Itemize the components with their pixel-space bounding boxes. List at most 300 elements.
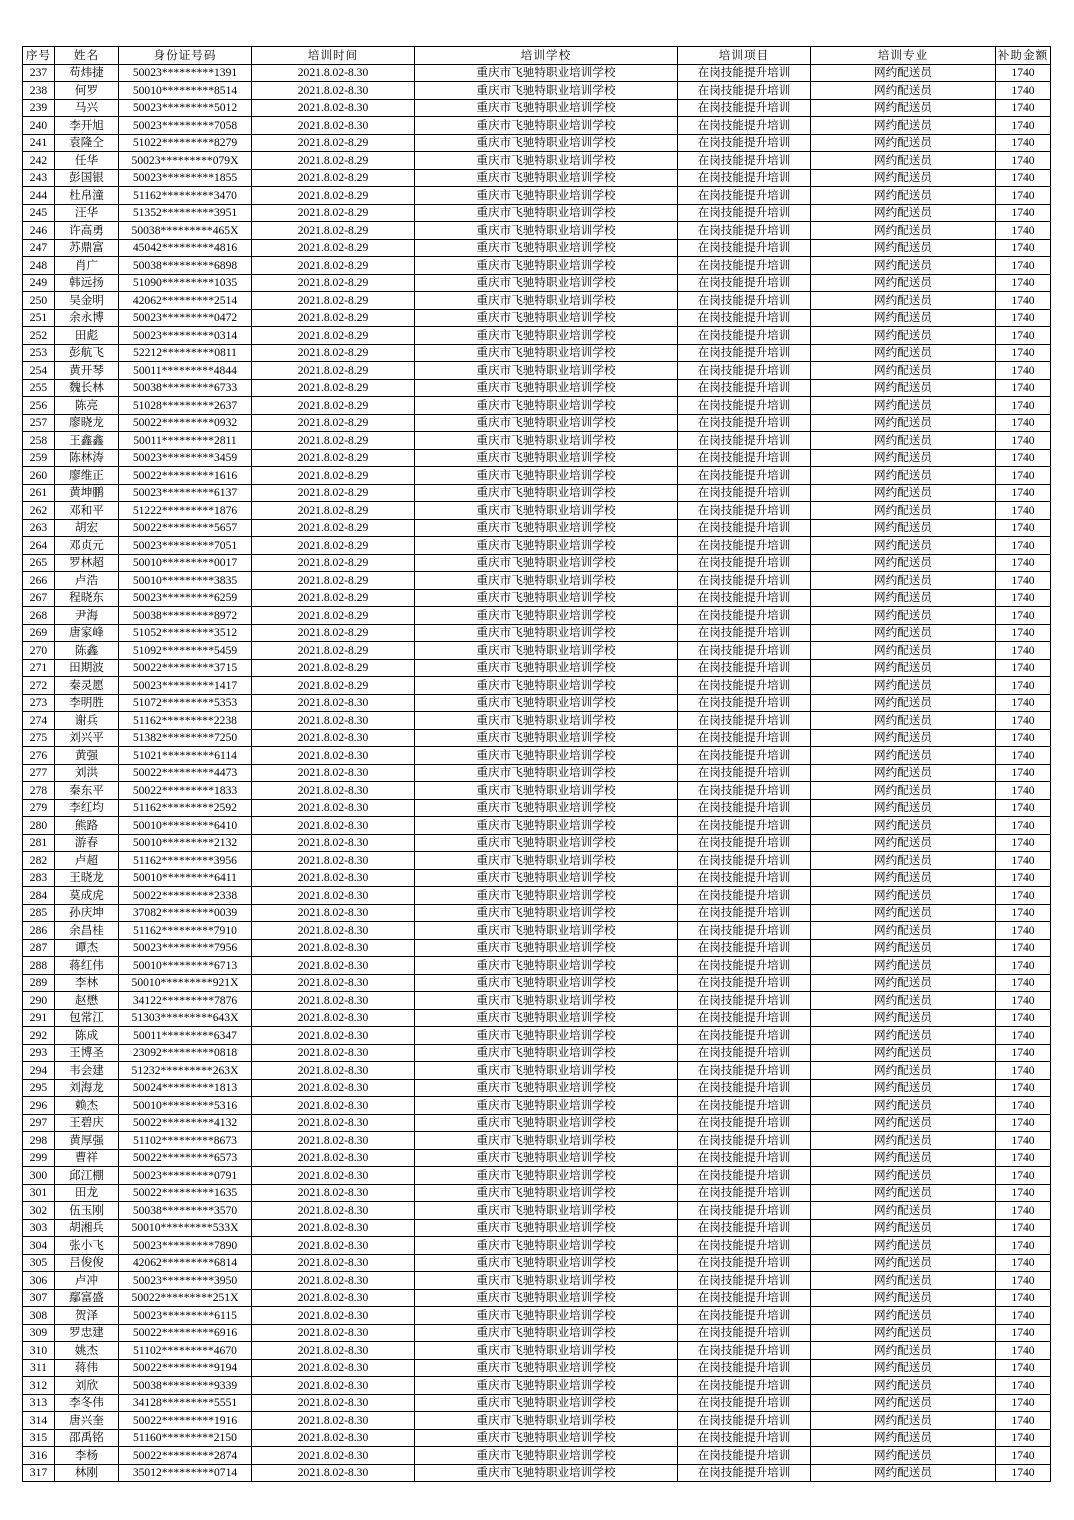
cell-subsidy-amount: 1740 (996, 204, 1051, 222)
cell-id-number: 50022*********2338 (119, 887, 252, 905)
cell-name: 肖广 (55, 257, 119, 275)
cell-training-time: 2021.8.02-8.29 (252, 309, 415, 327)
cell-training-time: 2021.8.02-8.30 (252, 1044, 415, 1062)
cell-index: 268 (23, 607, 55, 625)
cell-training-time: 2021.8.02-8.30 (252, 1184, 415, 1202)
cell-id-number: 42062*********2514 (119, 292, 252, 310)
cell-training-project: 在岗技能提升培训 (678, 344, 811, 362)
cell-training-time: 2021.8.02-8.30 (252, 64, 415, 82)
cell-id-number: 50010*********0017 (119, 554, 252, 572)
cell-training-school: 重庆市飞驰特职业培训学校 (415, 747, 678, 765)
cell-subsidy-amount: 1740 (996, 659, 1051, 677)
cell-training-time: 2021.8.02-8.29 (252, 607, 415, 625)
cell-index: 317 (23, 1464, 55, 1482)
cell-training-school: 重庆市飞驰特职业培训学校 (415, 1027, 678, 1045)
cell-training-project: 在岗技能提升培训 (678, 817, 811, 835)
cell-training-time: 2021.8.02-8.29 (252, 152, 415, 170)
cell-training-major: 网约配送员 (811, 169, 996, 187)
cell-training-time: 2021.8.02-8.29 (252, 379, 415, 397)
cell-id-number: 50023*********079X (119, 152, 252, 170)
cell-training-major: 网约配送员 (811, 799, 996, 817)
cell-training-time: 2021.8.02-8.30 (252, 1009, 415, 1027)
cell-name: 蒋红伟 (55, 957, 119, 975)
cell-name: 黄强 (55, 747, 119, 765)
cell-training-project: 在岗技能提升培训 (678, 1149, 811, 1167)
cell-id-number: 50038*********9339 (119, 1377, 252, 1395)
cell-training-school: 重庆市飞驰特职业培训学校 (415, 1359, 678, 1377)
cell-training-project: 在岗技能提升培训 (678, 1464, 811, 1482)
cell-training-time: 2021.8.02-8.30 (252, 974, 415, 992)
cell-name: 任华 (55, 152, 119, 170)
cell-subsidy-amount: 1740 (996, 799, 1051, 817)
cell-training-major: 网约配送员 (811, 99, 996, 117)
cell-training-school: 重庆市飞驰特职业培训学校 (415, 1202, 678, 1220)
cell-training-major: 网约配送员 (811, 642, 996, 660)
cell-training-project: 在岗技能提升培训 (678, 1342, 811, 1360)
cell-name: 袁隆仝 (55, 134, 119, 152)
cell-index: 281 (23, 834, 55, 852)
table-row (23, 624, 1051, 642)
cell-training-major: 网约配送员 (811, 957, 996, 975)
cell-training-school: 重庆市飞驰特职业培训学校 (415, 292, 678, 310)
cell-name: 熊路 (55, 817, 119, 835)
cell-name: 刘洪 (55, 764, 119, 782)
cell-index: 273 (23, 694, 55, 712)
table-body (23, 64, 1051, 1482)
cell-subsidy-amount: 1740 (996, 117, 1051, 135)
cell-id-number: 51072*********5353 (119, 694, 252, 712)
table-row (23, 659, 1051, 677)
cell-training-major: 网约配送员 (811, 64, 996, 82)
cell-index: 265 (23, 554, 55, 572)
cell-training-project: 在岗技能提升培训 (678, 1167, 811, 1185)
cell-subsidy-amount: 1740 (996, 957, 1051, 975)
cell-subsidy-amount: 1740 (996, 1167, 1051, 1185)
cell-index: 277 (23, 764, 55, 782)
table-row (23, 572, 1051, 590)
cell-id-number: 50023*********3950 (119, 1272, 252, 1290)
cell-name: 田彪 (55, 327, 119, 345)
cell-id-number: 51232*********263X (119, 1062, 252, 1080)
cell-name: 陈亮 (55, 397, 119, 415)
cell-index: 313 (23, 1394, 55, 1412)
cell-name: 邓和平 (55, 502, 119, 520)
cell-training-project: 在岗技能提升培训 (678, 1097, 811, 1115)
cell-training-school: 重庆市飞驰特职业培训学校 (415, 239, 678, 257)
cell-id-number: 50010*********3835 (119, 572, 252, 590)
cell-training-school: 重庆市飞驰特职业培训学校 (415, 554, 678, 572)
cell-subsidy-amount: 1740 (996, 502, 1051, 520)
cell-subsidy-amount: 1740 (996, 362, 1051, 380)
col-header-subsidy-amount: 补助金额 (996, 47, 1051, 65)
cell-training-project: 在岗技能提升培训 (678, 1324, 811, 1342)
cell-id-number: 50023*********0791 (119, 1167, 252, 1185)
cell-training-project: 在岗技能提升培训 (678, 712, 811, 730)
cell-name: 贺泽 (55, 1307, 119, 1325)
cell-name: 蒋伟 (55, 1359, 119, 1377)
table-row (23, 887, 1051, 905)
cell-index: 240 (23, 117, 55, 135)
col-header-id-number: 身份证号码 (119, 47, 252, 65)
cell-name: 陈成 (55, 1027, 119, 1045)
cell-index: 243 (23, 169, 55, 187)
cell-training-project: 在岗技能提升培训 (678, 414, 811, 432)
cell-training-school: 重庆市飞驰特职业培训学校 (415, 64, 678, 82)
cell-training-school: 重庆市飞驰特职业培训学校 (415, 1307, 678, 1325)
cell-index: 239 (23, 99, 55, 117)
cell-index: 238 (23, 82, 55, 100)
cell-name: 李红均 (55, 799, 119, 817)
cell-training-school: 重庆市飞驰特职业培训学校 (415, 1044, 678, 1062)
cell-training-school: 重庆市飞驰特职业培训学校 (415, 309, 678, 327)
cell-training-major: 网约配送员 (811, 1342, 996, 1360)
cell-id-number: 50022*********1916 (119, 1412, 252, 1430)
cell-training-time: 2021.8.02-8.29 (252, 502, 415, 520)
cell-id-number: 50010*********533X (119, 1219, 252, 1237)
table-row (23, 642, 1051, 660)
cell-training-major: 网约配送员 (811, 939, 996, 957)
cell-training-major: 网约配送员 (811, 974, 996, 992)
cell-name: 姚杰 (55, 1342, 119, 1360)
cell-training-time: 2021.8.02-8.30 (252, 1342, 415, 1360)
cell-id-number: 51382*********7250 (119, 729, 252, 747)
cell-subsidy-amount: 1740 (996, 274, 1051, 292)
cell-name: 李林 (55, 974, 119, 992)
cell-training-school: 重庆市飞驰特职业培训学校 (415, 169, 678, 187)
cell-subsidy-amount: 1740 (996, 1079, 1051, 1097)
cell-name: 刘海龙 (55, 1079, 119, 1097)
cell-id-number: 50011*********2811 (119, 432, 252, 450)
cell-training-major: 网约配送员 (811, 152, 996, 170)
cell-training-project: 在岗技能提升培训 (678, 939, 811, 957)
cell-training-project: 在岗技能提升培训 (678, 694, 811, 712)
cell-name: 魏长林 (55, 379, 119, 397)
cell-training-school: 重庆市飞驰特职业培训学校 (415, 799, 678, 817)
cell-index: 306 (23, 1272, 55, 1290)
cell-subsidy-amount: 1740 (996, 432, 1051, 450)
table-row (23, 1009, 1051, 1027)
cell-name: 李杨 (55, 1447, 119, 1465)
cell-index: 266 (23, 572, 55, 590)
cell-training-major: 网约配送员 (811, 1324, 996, 1342)
cell-training-major: 网约配送员 (811, 274, 996, 292)
cell-id-number: 51052*********3512 (119, 624, 252, 642)
cell-training-project: 在岗技能提升培训 (678, 1132, 811, 1150)
cell-training-major: 网约配送员 (811, 1219, 996, 1237)
subsidy-table (22, 46, 1051, 1482)
cell-training-school: 重庆市飞驰特职业培训学校 (415, 502, 678, 520)
cell-training-project: 在岗技能提升培训 (678, 957, 811, 975)
cell-training-major: 网约配送员 (811, 1167, 996, 1185)
cell-training-school: 重庆市飞驰特职业培训学校 (415, 519, 678, 537)
cell-training-project: 在岗技能提升培训 (678, 519, 811, 537)
cell-name: 游春 (55, 834, 119, 852)
table-row (23, 1307, 1051, 1325)
cell-subsidy-amount: 1740 (996, 974, 1051, 992)
table-row (23, 82, 1051, 100)
cell-training-time: 2021.8.02-8.30 (252, 1219, 415, 1237)
table-row (23, 344, 1051, 362)
cell-training-time: 2021.8.02-8.29 (252, 327, 415, 345)
table-row (23, 152, 1051, 170)
cell-training-school: 重庆市飞驰特职业培训学校 (415, 677, 678, 695)
table-row (23, 1447, 1051, 1465)
cell-training-project: 在岗技能提升培训 (678, 1027, 811, 1045)
cell-id-number: 50023*********7058 (119, 117, 252, 135)
cell-id-number: 51352*********3951 (119, 204, 252, 222)
cell-index: 289 (23, 974, 55, 992)
cell-index: 305 (23, 1254, 55, 1272)
cell-subsidy-amount: 1740 (996, 379, 1051, 397)
cell-training-project: 在岗技能提升培训 (678, 379, 811, 397)
cell-training-school: 重庆市飞驰特职业培训学校 (415, 1342, 678, 1360)
cell-name: 罗忠建 (55, 1324, 119, 1342)
cell-id-number: 50010*********6411 (119, 869, 252, 887)
cell-training-major: 网约配送员 (811, 694, 996, 712)
cell-training-school: 重庆市飞驰特职业培训学校 (415, 1009, 678, 1027)
cell-training-major: 网约配送员 (811, 1202, 996, 1220)
cell-id-number: 50010*********6713 (119, 957, 252, 975)
cell-training-major: 网约配送员 (811, 729, 996, 747)
cell-training-major: 网约配送员 (811, 187, 996, 205)
cell-index: 270 (23, 642, 55, 660)
cell-name: 包常江 (55, 1009, 119, 1027)
cell-id-number: 34122*********7876 (119, 992, 252, 1010)
cell-training-school: 重庆市飞驰特职业培训学校 (415, 1394, 678, 1412)
cell-training-school: 重庆市飞驰特职业培训学校 (415, 922, 678, 940)
cell-training-major: 网约配送员 (811, 1447, 996, 1465)
cell-id-number: 50038*********465X (119, 222, 252, 240)
cell-training-school: 重庆市飞驰特职业培训学校 (415, 82, 678, 100)
cell-training-project: 在岗技能提升培训 (678, 222, 811, 240)
cell-index: 272 (23, 677, 55, 695)
table-row (23, 484, 1051, 502)
cell-training-major: 网约配送员 (811, 1062, 996, 1080)
cell-training-school: 重庆市飞驰特职业培训学校 (415, 869, 678, 887)
cell-training-time: 2021.8.02-8.29 (252, 169, 415, 187)
cell-training-time: 2021.8.02-8.29 (252, 274, 415, 292)
cell-subsidy-amount: 1740 (996, 1377, 1051, 1395)
cell-id-number: 50023*********6115 (119, 1307, 252, 1325)
table-row (23, 554, 1051, 572)
cell-name: 李明胜 (55, 694, 119, 712)
cell-index: 254 (23, 362, 55, 380)
cell-id-number: 50023*********3459 (119, 449, 252, 467)
cell-subsidy-amount: 1740 (996, 1184, 1051, 1202)
cell-subsidy-amount: 1740 (996, 1149, 1051, 1167)
cell-training-time: 2021.8.02-8.30 (252, 817, 415, 835)
cell-index: 276 (23, 747, 55, 765)
cell-index: 249 (23, 274, 55, 292)
cell-name: 黄开琴 (55, 362, 119, 380)
cell-subsidy-amount: 1740 (996, 134, 1051, 152)
cell-training-school: 重庆市飞驰特职业培训学校 (415, 572, 678, 590)
cell-name: 田龙 (55, 1184, 119, 1202)
cell-id-number: 50010*********6410 (119, 817, 252, 835)
table-row (23, 1097, 1051, 1115)
table-row (23, 1219, 1051, 1237)
cell-training-time: 2021.8.02-8.30 (252, 1254, 415, 1272)
table-row (23, 1184, 1051, 1202)
cell-name: 李冬伟 (55, 1394, 119, 1412)
cell-training-major: 网约配送员 (811, 764, 996, 782)
cell-training-school: 重庆市飞驰特职业培训学校 (415, 1149, 678, 1167)
cell-training-project: 在岗技能提升培训 (678, 82, 811, 100)
cell-name: 谢兵 (55, 712, 119, 730)
cell-training-time: 2021.8.02-8.30 (252, 1027, 415, 1045)
cell-training-major: 网约配送员 (811, 1149, 996, 1167)
cell-index: 242 (23, 152, 55, 170)
cell-training-school: 重庆市飞驰特职业培训学校 (415, 1289, 678, 1307)
cell-index: 246 (23, 222, 55, 240)
cell-subsidy-amount: 1740 (996, 1272, 1051, 1290)
cell-training-school: 重庆市飞驰特职业培训学校 (415, 397, 678, 415)
cell-subsidy-amount: 1740 (996, 589, 1051, 607)
cell-training-time: 2021.8.02-8.30 (252, 1202, 415, 1220)
cell-training-major: 网约配送员 (811, 1237, 996, 1255)
cell-training-project: 在岗技能提升培训 (678, 624, 811, 642)
cell-name: 唐家峰 (55, 624, 119, 642)
cell-id-number: 50023*********6137 (119, 484, 252, 502)
cell-training-time: 2021.8.02-8.30 (252, 117, 415, 135)
cell-training-major: 网约配送员 (811, 134, 996, 152)
cell-training-major: 网约配送员 (811, 257, 996, 275)
cell-training-time: 2021.8.02-8.29 (252, 222, 415, 240)
cell-training-major: 网约配送员 (811, 869, 996, 887)
cell-subsidy-amount: 1740 (996, 729, 1051, 747)
cell-training-school: 重庆市飞驰特职业培训学校 (415, 729, 678, 747)
cell-subsidy-amount: 1740 (996, 922, 1051, 940)
cell-training-time: 2021.8.02-8.29 (252, 187, 415, 205)
cell-index: 269 (23, 624, 55, 642)
cell-id-number: 50022*********1635 (119, 1184, 252, 1202)
cell-index: 295 (23, 1079, 55, 1097)
cell-training-major: 网约配送员 (811, 379, 996, 397)
cell-subsidy-amount: 1740 (996, 1307, 1051, 1325)
cell-subsidy-amount: 1740 (996, 1237, 1051, 1255)
table-row (23, 1237, 1051, 1255)
cell-index: 287 (23, 939, 55, 957)
table-row (23, 1114, 1051, 1132)
cell-index: 307 (23, 1289, 55, 1307)
cell-training-school: 重庆市飞驰特职业培训学校 (415, 537, 678, 555)
cell-training-time: 2021.8.02-8.30 (252, 887, 415, 905)
cell-index: 299 (23, 1149, 55, 1167)
cell-name: 孙庆坤 (55, 904, 119, 922)
cell-name: 秦灵愿 (55, 677, 119, 695)
cell-id-number: 50011*********4844 (119, 362, 252, 380)
cell-name: 唐兴奎 (55, 1412, 119, 1430)
cell-training-time: 2021.8.02-8.29 (252, 414, 415, 432)
cell-index: 293 (23, 1044, 55, 1062)
table-row (23, 1272, 1051, 1290)
cell-training-time: 2021.8.02-8.29 (252, 432, 415, 450)
cell-name: 邱江棚 (55, 1167, 119, 1185)
cell-id-number: 51022*********8279 (119, 134, 252, 152)
cell-training-time: 2021.8.02-8.30 (252, 939, 415, 957)
cell-training-major: 网约配送员 (811, 222, 996, 240)
cell-index: 260 (23, 467, 55, 485)
cell-index: 252 (23, 327, 55, 345)
cell-training-project: 在岗技能提升培训 (678, 747, 811, 765)
cell-id-number: 35012*********0714 (119, 1464, 252, 1482)
table-row (23, 1429, 1051, 1447)
cell-subsidy-amount: 1740 (996, 169, 1051, 187)
cell-index: 303 (23, 1219, 55, 1237)
table-row (23, 974, 1051, 992)
cell-id-number: 50022*********2874 (119, 1447, 252, 1465)
cell-training-school: 重庆市飞驰特职业培训学校 (415, 1167, 678, 1185)
cell-training-school: 重庆市飞驰特职业培训学校 (415, 222, 678, 240)
cell-subsidy-amount: 1740 (996, 1447, 1051, 1465)
cell-index: 290 (23, 992, 55, 1010)
cell-training-time: 2021.8.02-8.29 (252, 344, 415, 362)
cell-id-number: 51162*********2238 (119, 712, 252, 730)
cell-index: 278 (23, 782, 55, 800)
cell-training-major: 网约配送员 (811, 852, 996, 870)
cell-subsidy-amount: 1740 (996, 1044, 1051, 1062)
cell-index: 262 (23, 502, 55, 520)
cell-training-time: 2021.8.02-8.30 (252, 694, 415, 712)
cell-training-major: 网约配送员 (811, 589, 996, 607)
table-row (23, 292, 1051, 310)
cell-training-project: 在岗技能提升培训 (678, 432, 811, 450)
cell-training-school: 重庆市飞驰特职业培训学校 (415, 187, 678, 205)
cell-training-school: 重庆市飞驰特职业培训学校 (415, 887, 678, 905)
cell-training-major: 网约配送员 (811, 432, 996, 450)
table-row (23, 729, 1051, 747)
cell-training-school: 重庆市飞驰特职业培训学校 (415, 624, 678, 642)
cell-training-school: 重庆市飞驰特职业培训学校 (415, 642, 678, 660)
cell-id-number: 50024*********1813 (119, 1079, 252, 1097)
cell-name: 罗林超 (55, 554, 119, 572)
cell-training-project: 在岗技能提升培训 (678, 204, 811, 222)
table-row (23, 834, 1051, 852)
cell-training-project: 在岗技能提升培训 (678, 1289, 811, 1307)
cell-subsidy-amount: 1740 (996, 1062, 1051, 1080)
cell-subsidy-amount: 1740 (996, 99, 1051, 117)
cell-training-project: 在岗技能提升培训 (678, 537, 811, 555)
cell-name: 莫成虎 (55, 887, 119, 905)
cell-name: 汪华 (55, 204, 119, 222)
cell-training-project: 在岗技能提升培训 (678, 274, 811, 292)
cell-id-number: 50023*********0314 (119, 327, 252, 345)
cell-id-number: 50022*********0932 (119, 414, 252, 432)
cell-training-time: 2021.8.02-8.30 (252, 1359, 415, 1377)
cell-training-project: 在岗技能提升培训 (678, 677, 811, 695)
cell-subsidy-amount: 1740 (996, 1254, 1051, 1272)
cell-training-project: 在岗技能提升培训 (678, 1062, 811, 1080)
cell-training-school: 重庆市飞驰特职业培训学校 (415, 117, 678, 135)
cell-training-school: 重庆市飞驰特职业培训学校 (415, 449, 678, 467)
cell-training-major: 网约配送员 (811, 414, 996, 432)
cell-name: 李开旭 (55, 117, 119, 135)
cell-name: 林刚 (55, 1464, 119, 1482)
table-row (23, 869, 1051, 887)
cell-training-school: 重庆市飞驰特职业培训学校 (415, 1412, 678, 1430)
cell-name: 程晓东 (55, 589, 119, 607)
cell-id-number: 51303*********643X (119, 1009, 252, 1027)
cell-training-project: 在岗技能提升培训 (678, 607, 811, 625)
cell-training-school: 重庆市飞驰特职业培训学校 (415, 1377, 678, 1395)
cell-name: 廖晓龙 (55, 414, 119, 432)
cell-training-project: 在岗技能提升培训 (678, 397, 811, 415)
cell-training-time: 2021.8.02-8.29 (252, 239, 415, 257)
cell-training-project: 在岗技能提升培训 (678, 134, 811, 152)
cell-subsidy-amount: 1740 (996, 239, 1051, 257)
table-row (23, 922, 1051, 940)
cell-training-project: 在岗技能提升培训 (678, 484, 811, 502)
